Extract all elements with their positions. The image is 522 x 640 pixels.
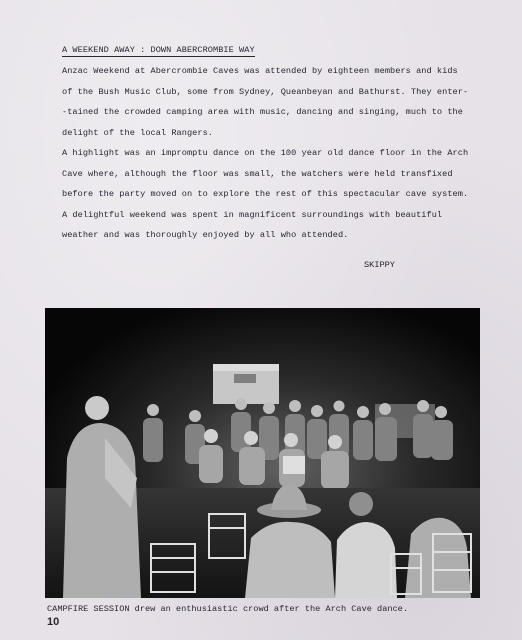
campfire-photo bbox=[45, 308, 480, 598]
article-paragraph-2: A highlight was an impromptu dance on the 100 year old dance floor in the Arch Cave where, although the floor was small, the watchers were held transfixed before the party moved on to explore the rest of this spectacular cave system. bbox=[62, 148, 469, 199]
campfire-photo-image bbox=[45, 308, 480, 598]
article bbox=[62, 40, 482, 246]
author-signature: SKIPPY bbox=[364, 260, 395, 270]
article-paragraph-3: A delightful weekend was spent in magnificent surroundings with beautiful weather and was thoroughly enjoyed by all who attended. bbox=[62, 209, 443, 240]
article-headline: A WEEKEND AWAY : DOWN ABERCROMBIE WAY bbox=[62, 45, 255, 55]
article-paragraph-1: Anzac Weekend at Abercrombie Caves was attended by eighteen members and kids of the Bush Music Club, some from Sydney, Queanbeyan and Bathurst. They enter- -tained the crowded camping area with music, dancing and singing, much to the delight of the local Rangers. bbox=[62, 66, 469, 138]
page-number: 10 bbox=[47, 616, 60, 628]
photo-caption: CAMPFIRE SESSION drew an enthusiastic crowd after the Arch Cave dance. bbox=[47, 604, 408, 614]
